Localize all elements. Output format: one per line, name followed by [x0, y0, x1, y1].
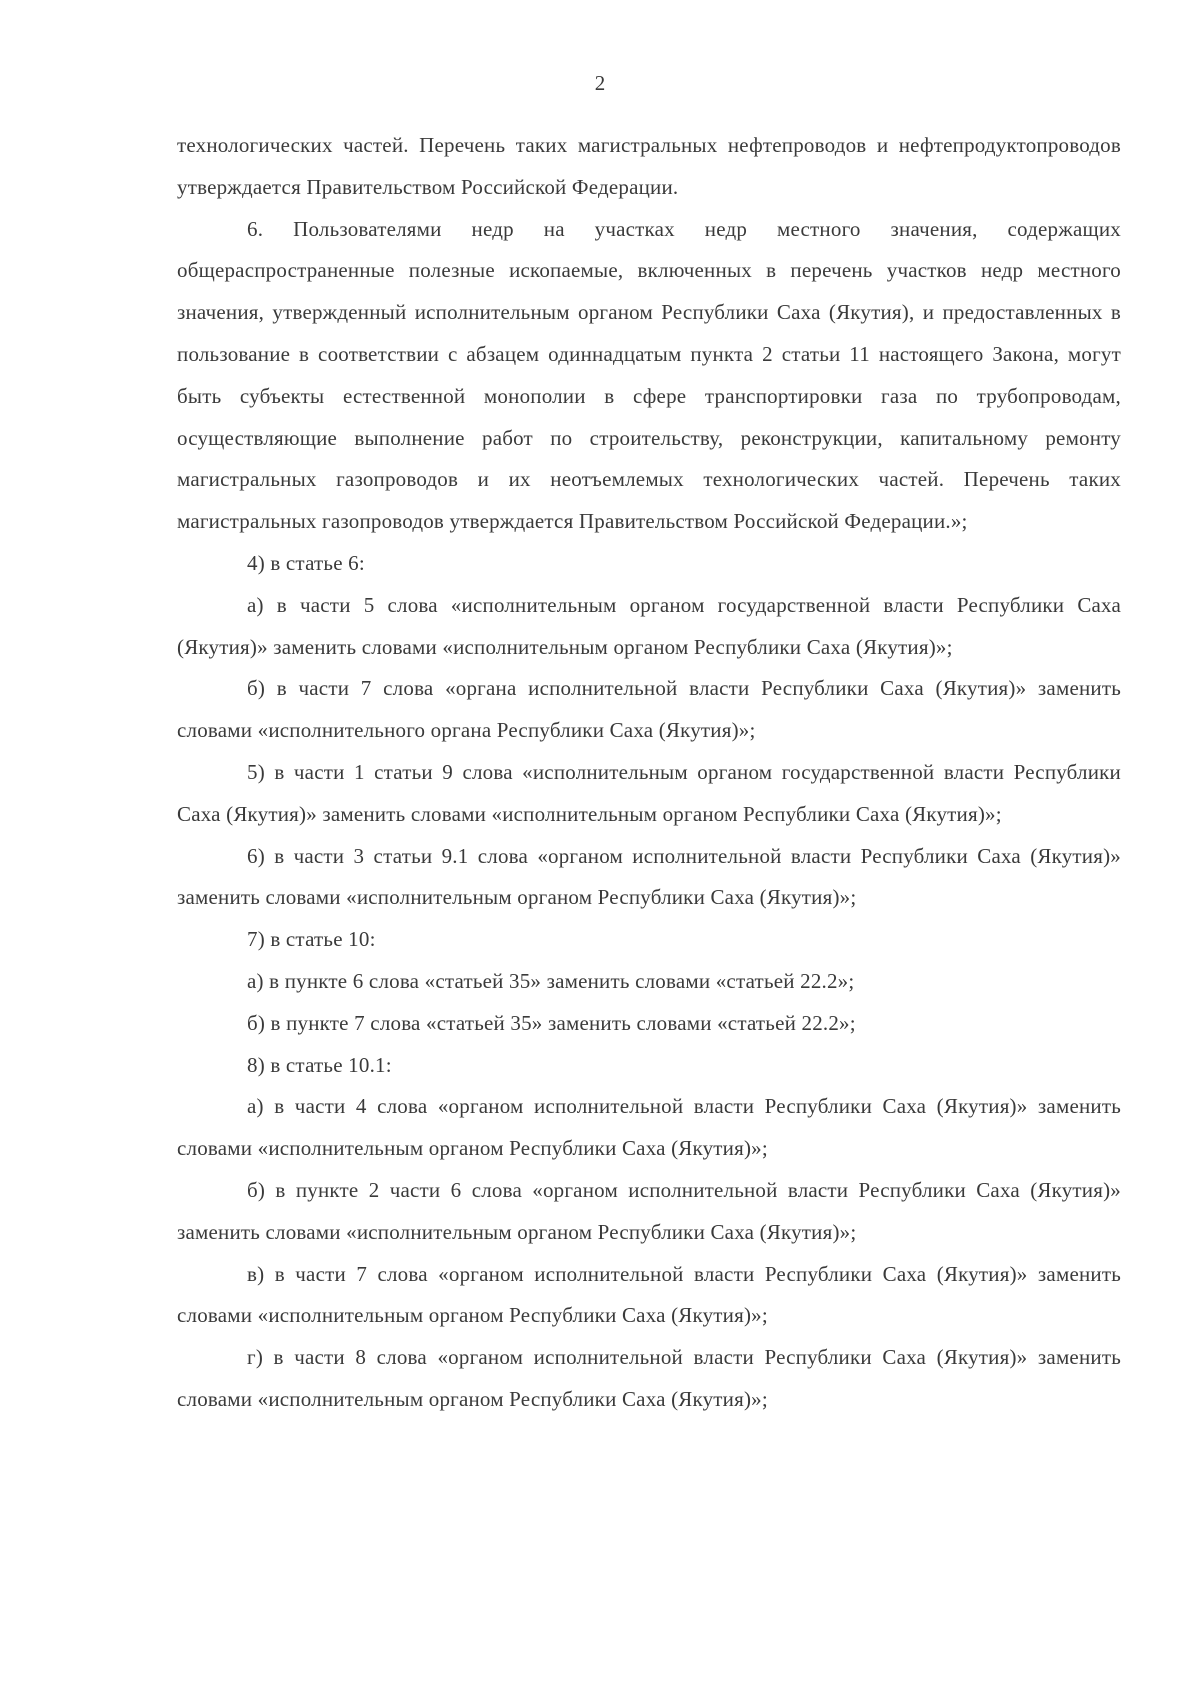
paragraph-item-6: 6) в части 3 статьи 9.1 слова «органом исполнительной власти Республики Саха (Якутия)» заменить словами «исполнительным органом Республики Саха (Якутия)»;	[177, 843, 1121, 910]
paragraph-item-4b: б) в части 7 слова «органа исполнительной власти Республики Саха (Якутия)» заменить словами «исполнительного органа Республики Саха (Якутия)»;	[177, 676, 1121, 743]
paragraph-item-8b: б) в пункте 2 части 6 слова «органом исполнительной власти Республики Саха (Якутия)» заменить словами «исполнительным органом Республики Саха (Якутия)»;	[177, 1177, 1121, 1244]
paragraph-item-7a: а) в пункте 6 слова «статьей 35» заменить словами «статьей 22.2»;	[247, 968, 855, 993]
document-body	[177, 125, 1121, 1421]
paragraph-item-4: 4) в статье 6:	[247, 550, 365, 575]
paragraph-continuation: технологических частей. Перечень таких магистральных нефтепроводов и нефтепродуктопроводов утверждается Правительством Российской Федерации.	[177, 133, 1121, 199]
paragraph-item-7: 7) в статье 10:	[247, 927, 376, 952]
paragraph-item-4a: а) в части 5 слова «исполнительным органом государственной власти Республики Саха (Якутия)» заменить словами «исполнительным органом Республики Саха (Якутия)»;	[177, 592, 1121, 659]
paragraph-item-8g: г) в части 8 слова «органом исполнительной власти Республики Саха (Якутия)» заменить словами «исполнительным органом Республики Саха (Якутия)»;	[177, 1345, 1121, 1411]
paragraph-item-8a: а) в части 4 слова «органом исполнительной власти Республики Саха (Якутия)» заменить словами «исполнительным органом Республики Саха (Якутия)»;	[177, 1094, 1121, 1161]
paragraph-item-7b: б) в пункте 7 слова «статьей 35» заменить словами «статьей 22.2»;	[247, 1010, 856, 1035]
paragraph-item-8v: в) в части 7 слова «органом исполнительной власти Республики Саха (Якутия)» заменить словами «исполнительным органом Республики Саха (Якутия)»;	[177, 1261, 1121, 1328]
paragraph-item-5: 5) в части 1 статьи 9 слова «исполнительным органом государственной власти Республики Саха (Якутия)» заменить словами «исполнительным органом Республики Саха (Якутия)»;	[177, 759, 1121, 826]
page-number: 2	[594, 71, 606, 95]
paragraph-item-8: 8) в статье 10.1:	[247, 1052, 392, 1077]
paragraph-point-6: 6. Пользователями недр на участках недр местного значения, содержащих общераспространенные полезные ископаемые, включенных в перечень участков недр местного значения, утвержденный исполнительным органом Республики Саха (Якутия), и предоставленных в пользование в соответствии с абзацем одиннадцатым пункта 2 статьи 11 настоящего Закона, могут быть субъекты естественной монополии в сфере транспортировки газа по трубопроводам, осуществляющие выполнение работ по строительству, реконструкции, капитальному ремонту магистральных газопроводов и их неотъемлемых технологических частей. Перечень таких магистральных газопроводов утверждается Правительством Российской Федерации.»;	[177, 216, 1121, 534]
